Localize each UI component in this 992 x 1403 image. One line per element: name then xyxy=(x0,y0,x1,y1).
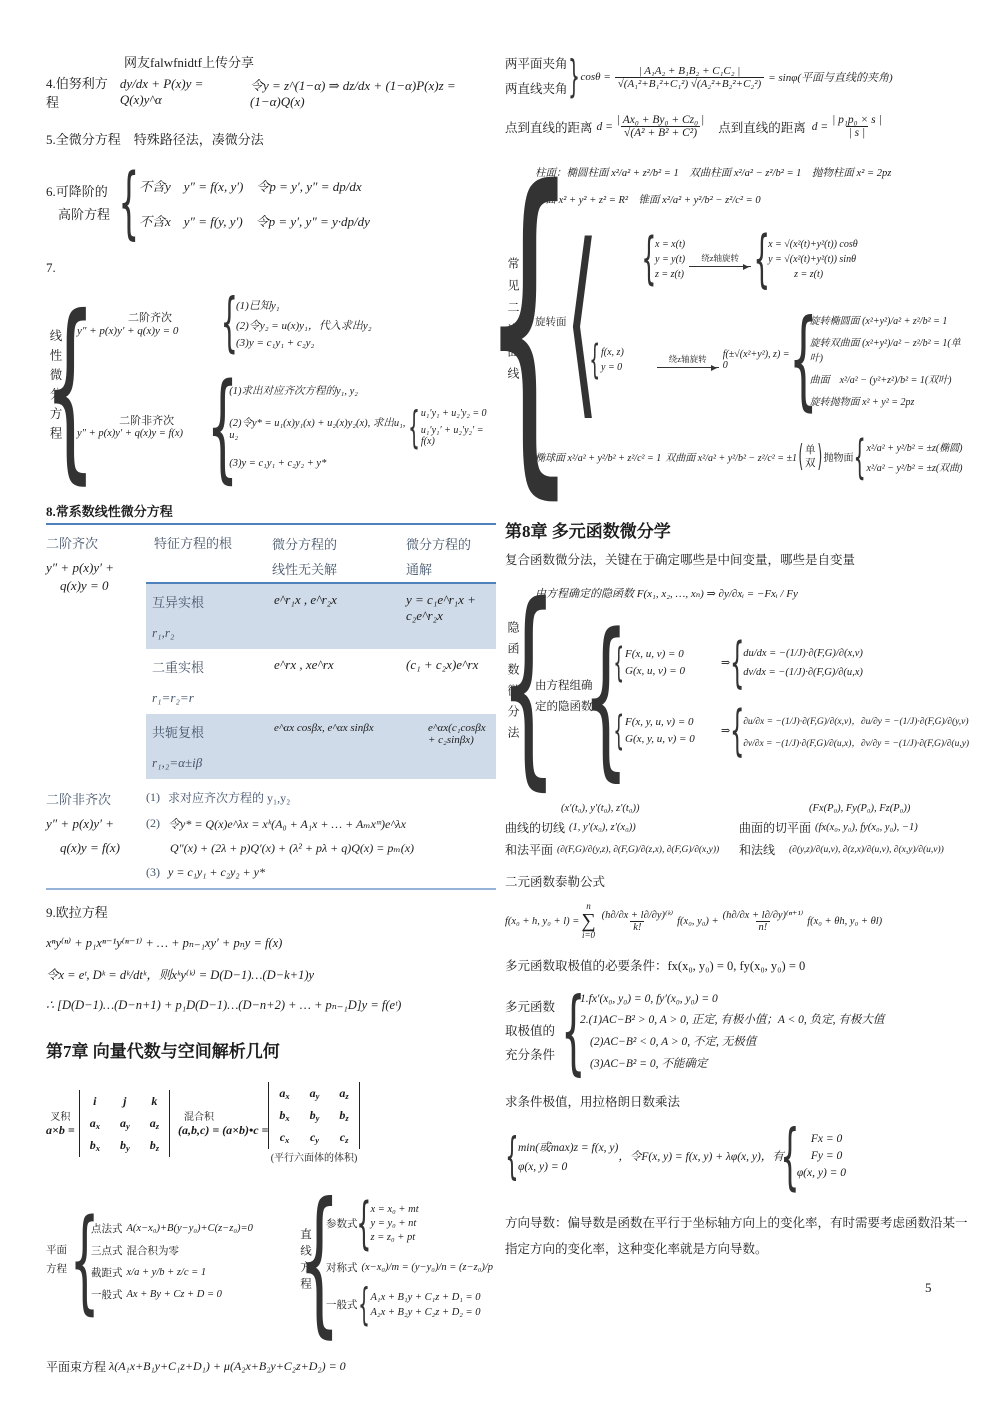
sufficient-label: 多元函数 取极值的 充分条件 xyxy=(505,1000,556,1062)
plane-bundle-label: 平面束方程 xyxy=(46,1360,107,1375)
paraboloid-eq: x²/a² − y²/b² = ±z(双曲) xyxy=(866,463,963,475)
section-7-side-label: 线性微分方程 xyxy=(48,329,62,446)
form-value: A(x−x₀)+B(y−y₀)+C(z−z₀)=0 xyxy=(126,1222,253,1234)
implicit-system-label: 由方程组确 定的隐函数 xyxy=(535,679,593,713)
cos-theta-tail: = sinφ(平面与直线的夹角) xyxy=(768,72,893,84)
cos-theta-lead: cosθ = xyxy=(580,71,611,83)
nonhomogeneous-eq: y″ + p(x)y′ + q(x)y = f(x) xyxy=(77,428,184,439)
col-head-3: 微分方程的 线性无关解 xyxy=(272,537,338,577)
cross-product-label: 叉积 xyxy=(50,1112,71,1124)
implicit-function-block xyxy=(505,576,973,791)
wronskian-eq-2: u₁′y₁′ + u₂′y₂′ = f(x) xyxy=(420,425,484,447)
system-b-eq: G(x, y, u, v) = 0 xyxy=(625,733,695,745)
lagrange-mid: ，令F(x, y) = f(x, y) + λφ(x, y)，有 xyxy=(618,1151,784,1163)
brace xyxy=(64,290,77,485)
sphere-cone-line: 球面 x² + y² + z² = R² 锥面 x²/a² + y²/b² − z²/c² = 0 xyxy=(535,194,761,206)
brace xyxy=(854,434,867,480)
surface-type: 旋转双曲面 (x²+y²)/a² − z²/b² = 1(单叶) xyxy=(809,338,961,365)
step-number: (2) xyxy=(146,816,160,831)
brace xyxy=(567,986,580,1078)
form-value: Ax + By + Cz + D = 0 xyxy=(126,1288,222,1300)
root-values: r₁,r₂ xyxy=(152,625,175,641)
form-key: 一般式 xyxy=(91,1289,123,1301)
euler-line-1: xⁿy⁽ⁿ⁾ + p₁xⁿ⁻¹y⁽ⁿ⁻¹⁾ + … + pₙ₋₁xy′ + pₙy = f(x) xyxy=(46,936,283,951)
distance-fraction-2: $\frac{\text{| p₁p₀ × s |}}{| s |}$ xyxy=(832,114,882,139)
lagrange-block xyxy=(505,1120,973,1192)
nonhomogeneous-block xyxy=(77,367,496,485)
section-4-bernoulli xyxy=(46,73,496,111)
sufficient-condition-block xyxy=(505,986,973,1078)
curve-tangent-vec-2: (1, y′(x₀), z′(x₀)) xyxy=(569,822,636,833)
homogeneous-step-2: (2)令y₂ = u(x)y₁，代入求出y₂ xyxy=(236,319,372,332)
rotate-z-arrow: 绕z轴旋转 xyxy=(657,353,719,368)
chapter-7-title: 第7章 向量代数与空间解析几何 xyxy=(46,1042,280,1062)
sigma-sum: n ∑ i=0 xyxy=(581,901,596,940)
section-7-linear-ode xyxy=(46,260,496,485)
brace xyxy=(522,576,535,791)
distance-fraction-1: $\frac{\text{| Ax₀ + By₀ + Cz₀ |}}{\text{√(A² + B² + C²)}}$ xyxy=(616,114,705,139)
curve-tangent-vec-3: (∂(F,G)/∂(y,z), ∂(F,G)/∂(z,x), ∂(F,G)/∂(x,y)) xyxy=(557,844,720,855)
tangent-normal-block xyxy=(505,803,973,858)
cos-theta-fraction: $\frac{\text{| A₁A₂ + B₁B₂ + C₁C₂ |}}{\text{√(A₁²+B₁²+C₁²) √(A₂²+B₂²+C₂²)}}$ xyxy=(615,65,764,90)
table-row xyxy=(146,649,496,714)
general-solution: e^αx(c₁cosβx + c₂sinβx) xyxy=(428,722,486,747)
euler-line-2: 令x = eᵗ, Dᵏ = dᵏ/dtᵏ，则xᵏy⁽ᵏ⁾ = D(D−1)…(D−k+1)y xyxy=(46,968,315,983)
implies-arrow: ⇒ xyxy=(721,725,731,737)
mixed-product-label: 混合积 xyxy=(184,1112,215,1124)
taylor-fraction-1: $\frac{\text{(h∂/∂x + l∂/∂y)⁽ᵏ⁾}}{k!}$ xyxy=(601,910,674,933)
rotated-curve: y = √(x²(t)+y²(t)) sinθ xyxy=(768,253,856,265)
rotation-surface-block xyxy=(535,219,973,424)
cross-product-block xyxy=(46,1082,496,1164)
surface-type: 旋转抛物面 x² + y² = 2pz xyxy=(809,397,915,409)
step-text: Q″(x) + (2λ + p)Q′(x) + (λ² + pλ + q)Q(x) = pₘ(x) xyxy=(170,841,415,856)
conditional-extremum-note: 求条件极值，用拉格朗日数乘法 xyxy=(505,1095,681,1109)
left-column xyxy=(46,52,496,1375)
brace xyxy=(408,406,421,450)
system-a-eq: G(x, u, v) = 0 xyxy=(625,665,685,677)
implies-arrow: ⇒ xyxy=(721,657,731,669)
hyperboloid-formula: 双曲面 x²/a² + y²/b² − z²/c² = ±1 xyxy=(665,453,798,465)
system-a-eq: F(x, u, v) = 0 xyxy=(625,648,684,660)
col-head-1: 二阶齐次 xyxy=(46,536,99,551)
system-b-eq: F(x, y, u, v) = 0 xyxy=(625,716,694,728)
step-number: (3) xyxy=(146,865,160,880)
step-text: 求对应齐次方程的 y₁,y₂ xyxy=(168,791,291,806)
distance-lead-1: d = xyxy=(596,120,613,133)
lagrange-eq: Fy = 0 xyxy=(810,1150,843,1162)
single-double-stack: 单 双 xyxy=(805,444,816,469)
brace xyxy=(797,306,810,414)
angle-bracket xyxy=(575,219,588,424)
angle-label-2: 两直线夹角 xyxy=(505,82,568,96)
rotated-curve: x = √(x²(t)+y²(t)) cosθ xyxy=(768,238,858,250)
angle-label-1: 两平面夹角 xyxy=(505,57,568,71)
step-text: y = c₁y₁ + c₂y₂ + y* xyxy=(168,865,265,880)
implicit-side-label: 隐函数微分法 xyxy=(506,620,520,747)
taylor-fraction-2: $\frac{\text{(h∂/∂x + l∂/∂y)⁽ⁿ⁺¹⁾}}{n!}$ xyxy=(722,910,804,933)
section-6-case-1: 不含y y″ = f(x, y′) 令p = y′, y″ = dp/dx xyxy=(139,179,362,194)
paren xyxy=(816,442,824,472)
sufficient-item: 1.fx′(x₀, y₀) = 0, fy′(x₀, y₀) = 0 xyxy=(580,993,718,1005)
system-b-result: ∂u/∂x = −(1/J)·∂(F,G)/∂(x,v)，∂u/∂y = −(1/J)·∂(F,G)/∂(y,v) xyxy=(743,716,969,727)
table-row xyxy=(146,714,496,779)
param-curve: z = z(t) xyxy=(655,268,684,280)
col-head-2: 特征方程的根 xyxy=(154,536,233,551)
nonhomogeneous-step-3: (3)y = c₁y₁ + c₂y₂ + y* xyxy=(229,457,327,469)
quadric-block xyxy=(505,147,973,499)
system-b xyxy=(612,704,969,758)
plane-equation-label: 平面 方程 xyxy=(46,1245,67,1276)
chapter-8-title: 第8章 多元函数微分学 xyxy=(505,522,671,541)
taylor-mid: f(x₀, y₀) + xyxy=(677,915,719,927)
section-8-constant-coeff xyxy=(46,501,496,890)
rotate-z-arrow: 绕z轴旋转 xyxy=(689,252,751,267)
nonhomogeneous-title: 二阶非齐次 xyxy=(46,792,112,808)
page-number: 5 xyxy=(925,1280,932,1295)
surface-tangent-vec-2: (fx(x₀, y₀), fy(x₀, y₀), −1) xyxy=(815,822,918,833)
nonhomogeneous-step-1: (1)求出对应齐次方程的y₁, y₂ xyxy=(229,385,358,397)
parametric-line: z = z₀ + pt xyxy=(370,1232,416,1244)
section-9-title: 9.欧拉方程 xyxy=(46,905,108,921)
form-key: 对称式 xyxy=(326,1262,358,1274)
brace xyxy=(599,611,612,783)
right-column xyxy=(505,52,973,1263)
form-key: 参数式 xyxy=(326,1219,358,1231)
section-4-label: 4.伯努利方程 xyxy=(46,76,108,110)
ellipsoid-line xyxy=(535,434,973,480)
distance-label-1: 点到直线的距离 xyxy=(505,120,593,135)
nonhomogeneous-step-2: (2)令y* = u₁(x)y₁(x) + u₂(x)y₂(x), 求出u₁, u₂ xyxy=(229,417,406,441)
angles-block xyxy=(505,52,973,102)
rotation-surface-label: 旋转面 xyxy=(535,316,567,328)
section-6-reducible-order xyxy=(46,164,496,242)
section-4-formula-1: dy/dx + P(x)y = Q(x)y^α xyxy=(119,76,204,107)
profile-curve: f(x, z) xyxy=(601,347,624,359)
independent-solutions: e^r₁x , e^r₂x xyxy=(274,592,337,608)
quadric-side-label: 常见二次曲线 xyxy=(506,257,520,389)
profile-curve: y = 0 xyxy=(601,362,623,374)
independent-solutions: e^αx cosβx, e^αx sinβx xyxy=(274,722,374,735)
sufficient-item: 2.(1)AC−B² > 0, A > 0, 正定, 有极小值；A < 0, 负定, 有极大值 xyxy=(580,1014,885,1026)
form-key: 三点式 xyxy=(91,1245,123,1257)
table-row xyxy=(146,584,496,649)
homogeneous-step-3: (3)y = c₁y₁ + c₂y₂ xyxy=(236,336,315,349)
wronskian-eq-1: u₁′y₁ + u₂′y₂ = 0 xyxy=(420,408,487,419)
brace xyxy=(122,164,135,242)
plane-bundle xyxy=(46,1358,496,1375)
section-8-title: 8.常系数线性微分方程 xyxy=(46,501,496,525)
credit-line: 网友falwfnidtf上传分享 xyxy=(124,55,254,70)
brace xyxy=(223,291,236,355)
brace xyxy=(522,147,535,499)
implicit-single-equation: 由方程确定的隐函数 F(x₁, x₂, …, xₙ) ⇒ ∂y/∂xᵢ = −Fxᵢ / Fy xyxy=(535,587,798,600)
system-a-result: du/dx = −(1/J)·∂(F,G)/∂(x,v) xyxy=(743,647,863,659)
general-solution: y = c₁e^r₁x + c₂e^r₂x xyxy=(406,592,476,624)
surface-tangent-label: 曲面的切平面 xyxy=(739,821,812,835)
general-line: A₁x + B₁y + C₁z + D₁ = 0 xyxy=(370,1291,481,1303)
paren xyxy=(797,442,805,472)
cross-product-lhs: a×b = xyxy=(46,1123,75,1138)
lagrange-eq: Fx = 0 xyxy=(810,1133,843,1145)
parametric-line: x = x₀ + mt xyxy=(370,1204,419,1216)
lagrange-constraint: φ(x, y) = 0 xyxy=(518,1161,568,1173)
brace xyxy=(730,704,743,758)
section-9-euler xyxy=(46,902,496,1013)
section-8-nonhomogeneous xyxy=(46,789,496,890)
plane-bundle-formula: λ(A₁x+B₁y+C₁z+D₁) + μ(A₂x+B₂y+C₂z+D₂) = 0 xyxy=(109,1359,346,1374)
taylor-title: 二元函数泰勒公式 xyxy=(505,875,606,889)
brace xyxy=(313,1182,326,1340)
brace xyxy=(216,367,229,485)
sufficient-item: (2)AC−B² < 0, A > 0, 不定, 无极值 xyxy=(590,1036,757,1048)
system-a xyxy=(612,636,969,690)
paraboloid-eq: x²/a² + y²/b² = ±z(椭圆) xyxy=(866,443,963,455)
curve-tangent-label: 曲线的切线 xyxy=(505,821,566,835)
form-key: 点法式 xyxy=(91,1223,123,1235)
section-8-left-eq-1: y″ + p(x)y′ + xyxy=(46,560,115,576)
parametric-line: y = y₀ + nt xyxy=(370,1218,417,1230)
brace xyxy=(612,711,625,751)
rotated-equation: f(±√(x²+y²), z) = 0 xyxy=(722,349,790,372)
step-number: (1) xyxy=(146,790,160,805)
taylor-block xyxy=(505,872,973,940)
cylinder-line: 柱面：椭圆柱面 x²/a² + z²/b² = 1 双曲柱面 x²/a² − z²/b² = 1 抛物柱面 x² = 2pz xyxy=(535,168,892,180)
system-a-result: dv/dx = −(1/J)·∂(F,G)/∂(u,x) xyxy=(743,666,863,678)
surface-type: 曲面 x²/a² − (y²+z²)/b² = 1(双叶) xyxy=(809,375,952,387)
form-key: 一般式 xyxy=(326,1300,358,1312)
cross-product-determinant: i j k $a_x$ $a_y$ $a_z$ $b_x$ $b_y$ $b_z$ xyxy=(79,1090,170,1157)
brace xyxy=(505,1131,518,1181)
sufficient-item: (3)AC−B² = 0, 不能确定 xyxy=(590,1058,708,1070)
section-6-case-2: 不含x y″ = f(y, y′) 令p = y′, y″ = y·dp/dy xyxy=(139,214,370,229)
distance-lead-2: d = xyxy=(811,120,829,133)
section-8-roots-table xyxy=(146,582,496,779)
ellipsoid-formula: 椭球面 x²/a² + y²/b² + z²/c² = 1 xyxy=(535,453,662,465)
lagrange-objective: min(或max)z = f(x, y) xyxy=(518,1142,619,1154)
distance-label-2: 点到直线的距离 xyxy=(718,120,806,135)
symmetric-form: (x−x₀)/m = (y−y₀)/n = (z−z₀)/p xyxy=(361,1261,494,1273)
taylor-lhs: f(x₀ + h, y₀ + l) = xyxy=(505,915,580,927)
surface-tangent-vec-1: (Fx(P₀), Fy(P₀), Fz(P₀)) xyxy=(809,803,911,814)
necessary-condition: 多元函数取极值的必要条件：fx(x₀, y₀) = 0, fy(x₀, y₀) = 0 xyxy=(505,959,806,973)
general-solution: (c₁ + c₂x)e^rx xyxy=(406,657,479,673)
mixed-product-determinant: $a_x$ $a_y$ $a_z$ $b_x$ $b_y$ $b_z$ $c_x$ $c_y$ $c_z$ xyxy=(268,1082,359,1149)
root-type: 互异实根 xyxy=(152,595,205,611)
brace xyxy=(358,1196,371,1252)
curve-tangent-label-2: 和法平面 xyxy=(505,843,554,857)
taylor-tail: f(x₀ + θh, y₀ + θl) xyxy=(807,915,883,927)
nonhomogeneous-title: 二阶非齐次 xyxy=(119,415,175,427)
brace xyxy=(78,1205,91,1317)
col-head-4: 微分方程的 通解 xyxy=(406,537,472,577)
euler-line-3: ∴ [D(D−1)…(D−n+1) + p₁D(D−1)…(D−n+2) + … + pₙ₋₁D]y = f(eᵗ) xyxy=(46,998,402,1013)
root-values: r₁,₂=α±iβ xyxy=(152,755,203,771)
form-value: x/a + y/b + z/c = 1 xyxy=(126,1266,207,1278)
root-values: r₁=r₂=r xyxy=(152,690,194,706)
brace xyxy=(568,55,581,99)
homogeneous-title: 二阶齐次 xyxy=(128,311,172,324)
curve-tangent-vec-1: (x′(t₀), y′(t₀), z′(t₀)) xyxy=(561,803,640,814)
general-line: A₂x + B₂y + C₂z + D₂ = 0 xyxy=(370,1306,481,1318)
chapter-8-intro: 复合函数微分法，关键在于确定哪些是中间变量，哪些是自变量 xyxy=(505,553,856,567)
section-7-number: 7. xyxy=(46,260,56,275)
section-8-left-eq-2: q(x)y = 0 xyxy=(60,578,109,594)
section-6-label: 6.可降阶的 高阶方程 xyxy=(46,183,111,222)
surface-tangent-label-2: 和法线 xyxy=(739,843,776,857)
line-equation-label: 直线方程 xyxy=(299,1228,311,1295)
root-type: 二重实根 xyxy=(152,660,205,676)
independent-solutions: e^rx , xe^rx xyxy=(274,657,334,673)
form-key: 截距式 xyxy=(91,1267,123,1279)
paraboloid-label: 抛物面 xyxy=(823,453,854,465)
system-b-result: ∂v/∂x = −(1/J)·∂(F,G)/∂(u,x)，∂v/∂y = −(1/J)·∂(F,G)/∂(u,y) xyxy=(743,738,970,749)
section-5-total-differential: 5.全微分方程 特殊路径法，凑微分法 xyxy=(46,132,264,147)
form-value: 混合积为零 xyxy=(126,1245,179,1257)
section-4-formula-2: 令y = z^(1−α) ⇒ dz/dx + (1−α)P(x)z = (1−α)Q(x) xyxy=(250,77,456,109)
homogeneous-block xyxy=(77,291,496,355)
brace xyxy=(612,643,625,683)
param-curve: x = x(t) xyxy=(655,238,686,250)
homogeneous-eq: y″ + p(x)y′ + q(x)y = 0 xyxy=(77,324,179,337)
step-text: 令y* = Q(x)e^λx = xᵏ(A₀ + A₁x + … + Aₘxᵐ)e^λx xyxy=(168,817,406,832)
nonhomogeneous-eq-1: y″ + p(x)y′ + xyxy=(46,816,115,832)
plane-line-equations xyxy=(46,1182,496,1340)
brace xyxy=(358,1283,371,1327)
nonhomogeneous-eq-2: q(x)y = f(x) xyxy=(60,840,121,856)
brace xyxy=(755,228,768,290)
homogeneous-step-1: (1)已知y₁ xyxy=(236,299,280,312)
directional-derivative-note: 方向导数：偏导数是函数在平行于坐标轴方向上的变化率，有时需要考虑函数沿某一指定方向的变化率，这种变化率就是方向导数。 xyxy=(505,1216,968,1257)
brace xyxy=(784,1120,797,1192)
brace xyxy=(642,231,655,287)
mixed-product-lhs: (a,b,c) = (a×b)•c = xyxy=(178,1123,269,1138)
brace xyxy=(588,340,601,380)
rotated-curve: z = z(t) xyxy=(794,268,824,280)
brace xyxy=(730,636,743,690)
param-curve: y = y(t) xyxy=(655,253,686,265)
surface-type: 旋转椭圆面 (x²+y²)/a² + z²/b² = 1 xyxy=(809,316,948,328)
surface-tangent-vec-3: (∂(y,z)/∂(u,v), ∂(z,x)/∂(u,v), ∂(x,y)/∂(u,v)) xyxy=(789,844,944,855)
lagrange-eq: φ(x, y) = 0 xyxy=(796,1167,847,1179)
mixed-product-note: (平行六面体的体积) xyxy=(270,1153,358,1165)
root-type: 共轭复根 xyxy=(152,725,205,741)
